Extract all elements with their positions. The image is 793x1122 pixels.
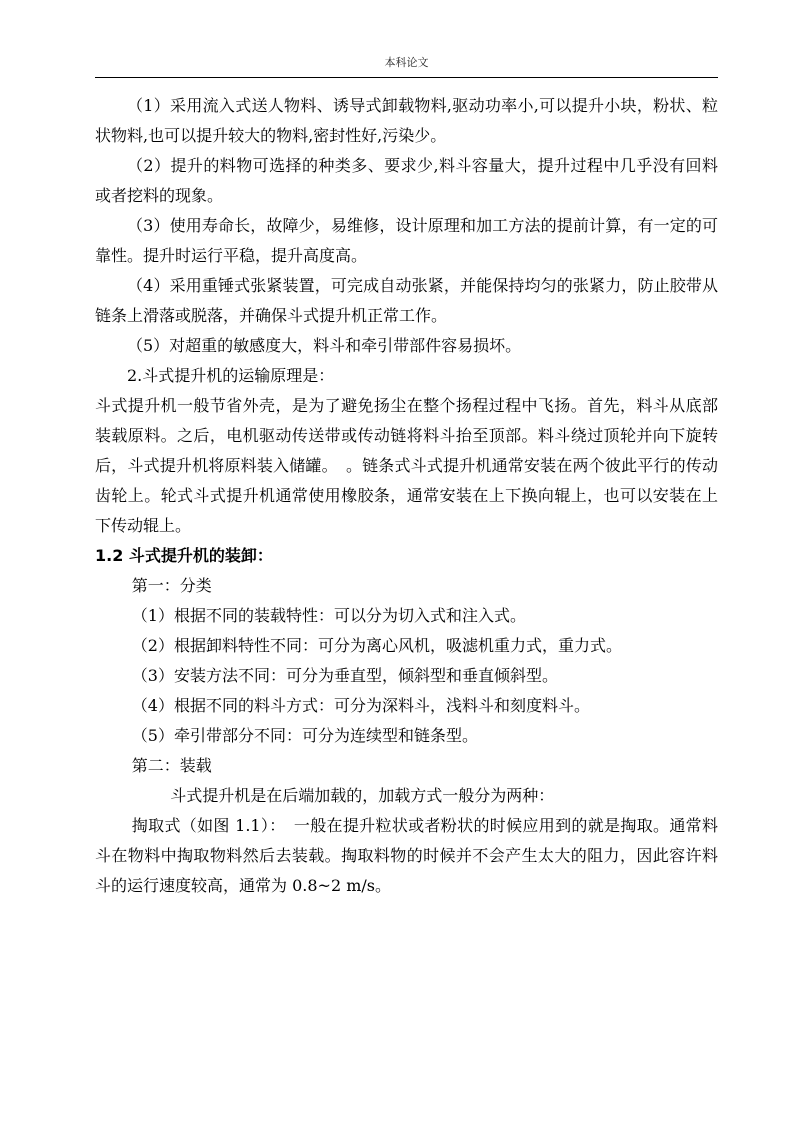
paragraph-principle-heading: 2.斗式提升机的运输原理是： [127,366,335,385]
document-body [95,91,718,901]
paragraph-classification-1: （1）根据不同的装载特性：可以分为切入式和注入式。 [131,606,526,625]
paragraph-loading-intro: 斗式提升机是在后端加载的，加载方式一般分为两种： [170,786,555,805]
paragraph-principle: 斗式提升机一般节省外壳，是为了避免扬尘在整个扬程过程中飞扬。首先，料斗从底部装载原料。之后，电机驱动传送带或传动链将料斗抬至顶部。料斗绕过顶轮并向下旋转后，斗式提升机将原料装入储罐。 。链条式斗式提升机通常安装在两个彼此平行的传动齿轮上。轮式斗式提升机通常使用橡胶条，通常安装在上下换向辊上，也可以安装在上下传动辊上。 [95,396,718,535]
page-header: 本科论文 [384,56,429,69]
paragraph-feature-1: （1）采用流入式送人物料、诱导式卸载物料,驱动功率小,可以提升小块，粉状、粒状物料,也可以提升较大的物料,密封性好,污染少。 [95,96,718,145]
paragraph-classification-3: （3）安装方法不同：可分为垂直型，倾斜型和垂直倾斜型。 [131,666,558,685]
paragraph-scooping: 掏取式（如图 1.1）： 一般在提升粒状或者粉状的时候应用到的就是掏取。通常料斗在物料中掏取物料然后去装载。掏取料物的时候并不会产生太大的阻力，因此容许料斗的运行速度较高，通常为 0.8~2 m/s。 [95,816,718,895]
section-heading: 1.2 斗式提升机的装卸： [95,546,273,565]
paragraph-feature-3: （3）使用寿命长，故障少，易维修，设计原理和加工方法的提前计算，有一定的可靠性。提升时运行平稳，提升高度高。 [95,216,718,265]
paragraph-classification-5: （5）牵引带部分不同：可分为连续型和链条型。 [131,726,478,745]
header-rule [95,77,718,78]
paragraph-feature-5: （5）对超重的敏感度大，料斗和牵引带部件容易损坏。 [127,336,522,355]
paragraph-feature-2: （2）提升的料物可选择的种类多、要求少,料斗容量大，提升过程中几乎没有回料或者挖料的现象。 [95,156,718,205]
paragraph-classification-4: （4）根据不同的料斗方式：可分为深料斗，浅料斗和刻度料斗。 [131,696,590,715]
paragraph-loading-title: 第二：装载 [131,756,212,775]
paragraph-classification-title: 第一：分类 [131,576,212,595]
paragraph-classification-2: （2）根据卸料特性不同：可分为离心风机，吸滤机重力式，重力式。 [131,636,622,655]
paragraph-feature-4: （4）采用重锤式张紧装置，可完成自动张紧，并能保持均匀的张紧力，防止胶带从链条上滑落或脱落，并确保斗式提升机正常工作。 [95,276,718,325]
